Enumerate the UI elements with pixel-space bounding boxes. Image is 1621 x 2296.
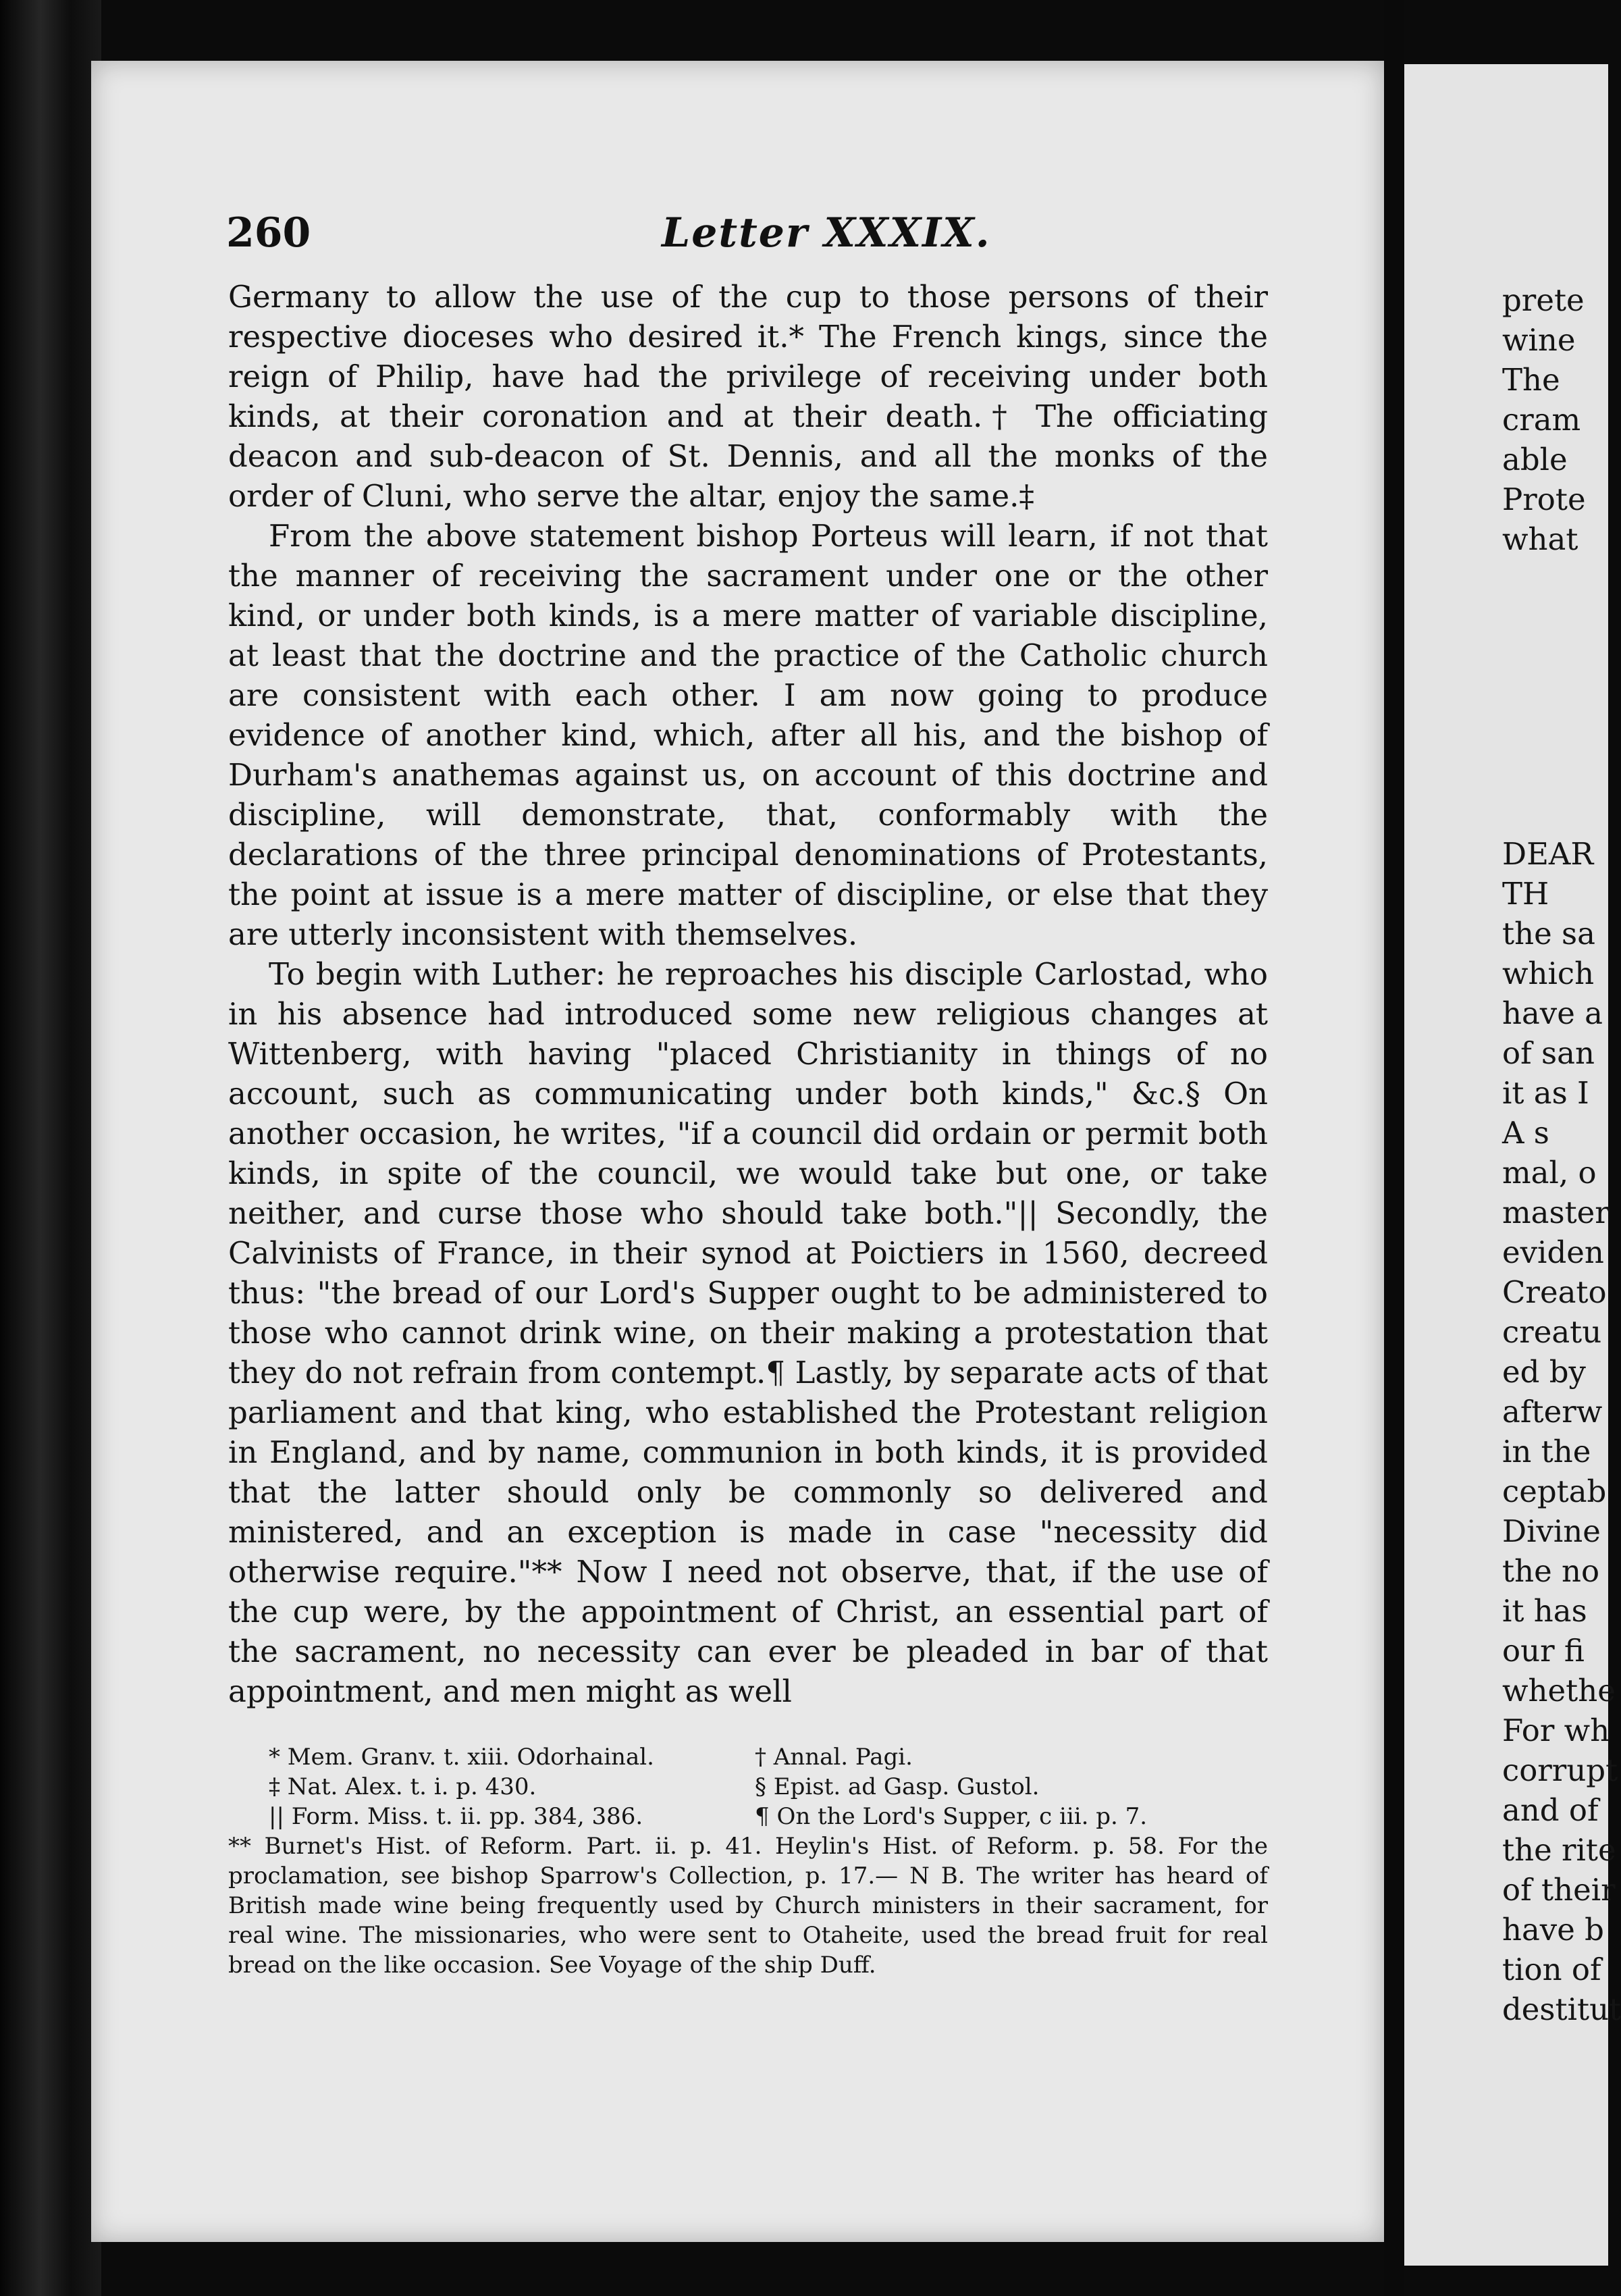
footnote: || Form. Miss. t. ii. pp. 384, 386.: [269, 1803, 643, 1830]
right-page-line: of san: [1502, 1035, 1595, 1071]
right-page-line: A s: [1502, 1115, 1549, 1151]
right-page-line: it as I: [1502, 1075, 1589, 1111]
right-page-line: For wh: [1502, 1713, 1610, 1748]
right-page-line: Creato: [1502, 1274, 1607, 1310]
footnote: † Annal. Pagi.: [755, 1744, 913, 1771]
right-page-line: and of: [1502, 1792, 1599, 1828]
right-page-line: wine: [1502, 322, 1576, 358]
right-page-line: it has: [1502, 1593, 1587, 1629]
right-page-line: ceptab: [1502, 1473, 1607, 1509]
right-page-line: Divine: [1502, 1513, 1601, 1549]
footnote: § Epist. ad Gasp. Gustol.: [755, 1773, 1040, 1800]
right-page-line: master: [1502, 1195, 1610, 1230]
binding-shadow: [0, 0, 101, 2296]
right-page-line: destitut: [1502, 1991, 1621, 2027]
right-page-line: mal, o: [1502, 1155, 1597, 1191]
right-page-line: The: [1502, 362, 1560, 398]
right-page-line: ed by: [1502, 1354, 1586, 1390]
right-page-line: the sa: [1502, 916, 1595, 951]
right-page-line: have b: [1502, 1912, 1604, 1948]
right-page-line: prete: [1502, 282, 1585, 318]
paragraph: To begin with Luther: he reproaches his disciple Carlostad, who in his absence had introduced some new religious changes at Wittenberg, with having "placed Christianity in things of no account, such as communicating under both kinds," &c.§ On another occasion, he writes, "if a council did ordain or permit both kinds, in spite of the council, we would take but one, or take neither, and curse those who should take both."|| Secondly, the Calvinists of France, in their synod at Poictiers in 1560, decreed thus: "the bread of our Lord's Supper ought to be administered to those who cannot drink wine, on their making a protestation that they do not refrain from contempt.¶ Lastly, by separate acts of that parliament and that king, who established the Protestant religion in England, and by name, communion in both kinds, it is provided that the latter should only be commonly so delivered and ministered, and an exception is made in case "necessity did otherwise require."** Now I need not observe, that, if the use of the cup were, by the appointment of Christ, an essential part of the sacrament, no necessity can ever be pleaded in bar of that appointment, and men might as well: [228, 956, 1268, 1709]
right-page-text: [1404, 64, 1621, 2266]
footnote: ¶ On the Lord's Supper, c iii. p. 7.: [755, 1803, 1148, 1830]
right-page-line: TH: [1502, 876, 1549, 912]
right-page-line: able: [1502, 442, 1568, 477]
right-page-line: creatu: [1502, 1314, 1602, 1350]
page-number: 260: [226, 209, 311, 257]
right-page-line: the rite: [1502, 1832, 1616, 1868]
right-page-line: tion of: [1502, 1952, 1601, 1987]
running-head: Letter XXXIX.: [662, 209, 991, 257]
body-text: [228, 277, 1268, 1711]
right-page-line: whethe: [1502, 1673, 1616, 1708]
right-page-line: afterw: [1502, 1394, 1603, 1430]
right-page-line: the no: [1502, 1553, 1600, 1589]
footnote: ** Burnet's Hist. of Reform. Part. ii. p. 41. Heylin's Hist. of Reform. p. 58. For the proclamation, see bishop Sparrow's Collection, p. 17.— N B. The writer has heard of British made wine being frequently used by Church ministers in their sacrament, for real wine. The missionaries, who were sent to Otaheite, used the bread fruit for real bread on the like occasion. See Voyage of the ship Duff.: [228, 1833, 1268, 1979]
footnote: ‡ Nat. Alex. t. i. p. 430.: [269, 1773, 537, 1800]
paragraph: From the above statement bishop Porteus will learn, if not that the manner of receiving the sacrament under one or the other kind, or under both kinds, is a mere matter of variable discipline, at least that the doctrine and the practice of the Catholic church are consistent with each other. I am now going to produce evidence of another kind, which, after all his, and the bishop of Durham's anathemas against us, on account of this doctrine and discipline, will demonstrate, that, conformably with the declarations of the three principal denominations of Protestants, the point at issue is a mere matter of discipline, or else that they are utterly inconsistent with themselves.: [228, 518, 1268, 952]
right-page-line: what: [1502, 521, 1578, 557]
right-page-line: Prote: [1502, 481, 1586, 517]
right-page-line: corrupt: [1502, 1752, 1618, 1788]
right-page-line: DEAR: [1502, 836, 1594, 872]
right-page-line: eviden: [1502, 1234, 1604, 1270]
page-header: [135, 209, 1276, 270]
right-page-line: our fi: [1502, 1633, 1585, 1669]
footnotes: [228, 1742, 1268, 1980]
right-page-line: cram: [1502, 402, 1581, 438]
paragraph: Germany to allow the use of the cup to those persons of their respective dioceses who desired it.* The French kings, since the reign of Philip, have had the privilege of receiving under both kinds, at their coronation and at their death.† The officiating deacon and sub-deacon of St. Dennis, and all the monks of the order of Cluni, who serve the altar, enjoy the same.‡: [228, 279, 1268, 514]
right-page-fragment: [1404, 64, 1621, 2266]
right-page-line: of their: [1502, 1872, 1616, 1908]
footnote: * Mem. Granv. t. xiii. Odorhainal.: [269, 1744, 654, 1771]
right-page-line: which: [1502, 956, 1595, 991]
right-page-line: have a: [1502, 995, 1603, 1031]
gutter: [1384, 0, 1404, 2296]
right-page-line: in the: [1502, 1434, 1591, 1469]
